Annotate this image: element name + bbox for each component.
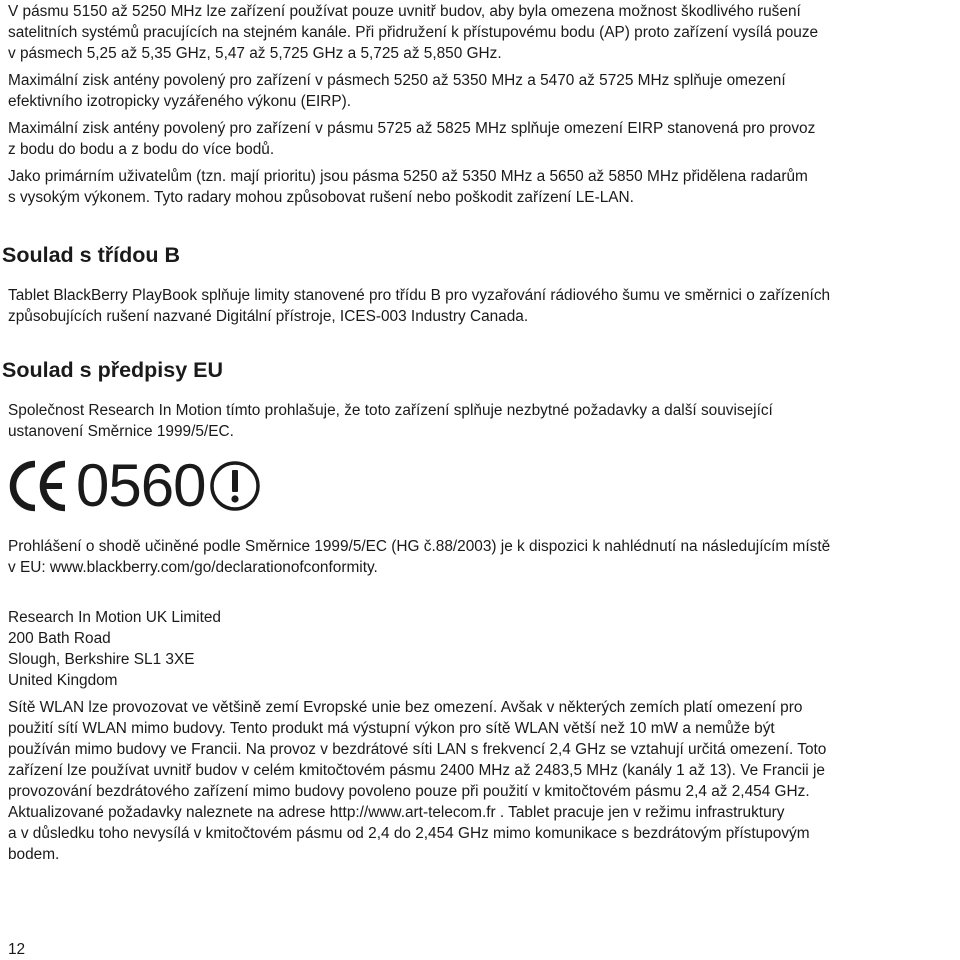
paragraph-eu-declaration: Společnost Research In Motion tímto prohlašuje, že toto zařízení splňuje nezbytné požadavky a další související ustanovení Směrnice 1999/5/EC. xyxy=(8,402,773,440)
alert-class2-icon xyxy=(209,460,261,512)
paragraph-5ghz-indoor: V pásmu 5150 až 5250 MHz lze zařízení používat pouze uvnitř budov, aby byla omezena možnost škodlivého rušení satelitních systémů pracujících na stejném kanále. Při přidružení k přístupovému bodu (AP) proto zařízení vysílá pouze v pásmech 5,25 až 5,35 GHz, 5,47 až 5,725 GHz a 5,725 až 5,850 GHz. xyxy=(8,3,819,62)
paragraph-wlan-restrictions: Sítě WLAN lze provozovat ve většině zemí Evropské unie bez omezení. Avšak v některých zemích platí omezení pro použití sítí WLAN mimo budovy. Tento produkt má výstupní výkon pro sítě WLAN větší než 10 mW a nemůže být používán mimo budovy ve Francii. Na provoz v bezdrátové síti LAN s frekvencí 2,4 GHz se vztahují určitá omezení. Toto zařízení lze používat uvnitř budov v celém kmitočtovém pásmu 2400 MHz až 2483,5 MHz (kanály 1 až 13). Ve Francii je provozování bezdrátového zařízení mimo budovy povoleno pouze při použití v kmitočtovém pásmu 2,4 až 2,454 GHz. Aktualizované požadavky naleznete na adrese http://www.art-telecom.fr . Tablet pracuje jen v režimu infrastruktury a v důsledku toho nevysílá v kmitočtovém pásmu od 2,4 do 2,454 GHz mimo komunikace s bezdrátovým přístupovým bodem. xyxy=(8,699,827,863)
address-city: Slough, Berkshire SL1 3XE xyxy=(8,651,195,668)
paragraph-eirp-5250: Maximální zisk antény povolený pro zařízení v pásmech 5250 až 5350 MHz a 5470 až 5725 MHz splňuje omezení efektivního izotropicky vyzářeného výkonu (EIRP). xyxy=(8,72,786,110)
ce-mark-icon xyxy=(8,458,70,514)
company-address xyxy=(8,607,221,691)
paragraph-class-b: Tablet BlackBerry PlayBook splňuje limity stanovené pro třídu B pro vyzařování rádiového šumu ve směrnici o zařízeních způsobujících rušení nazvané Digitální přístroje, ICES-003 Industry Canada. xyxy=(8,287,831,325)
page-number: 12 xyxy=(8,941,26,958)
address-company: Research In Motion UK Limited xyxy=(8,609,221,626)
paragraph-declaration-link: Prohlášení o shodě učiněné podle Směrnice 1999/5/EC (HG č.88/2003) je k dispozici k nahlédnutí na následujícím místě v EU: www.blackberry.com/go/declarationofconformity. xyxy=(8,538,831,576)
address-street: 200 Bath Road xyxy=(8,630,111,647)
notified-body-number: 0560 xyxy=(76,452,206,519)
paragraph-radar: Jako primárním uživatelům (tzn. mají prioritu) jsou pásma 5250 až 5350 MHz a 5650 až 5850 MHz přidělena radarům s vysokým výkonem. Tyto radary mohou způsobovat rušení nebo poškodit zařízení LE-LAN. xyxy=(8,168,808,206)
heading-class-b: Soulad s třídou B xyxy=(2,243,180,267)
ce-marking xyxy=(8,452,261,519)
heading-eu-compliance: Soulad s předpisy EU xyxy=(2,358,224,382)
address-country: United Kingdom xyxy=(8,672,118,689)
paragraph-eirp-5725: Maximální zisk antény povolený pro zařízení v pásmu 5725 až 5825 MHz splňuje omezení EIRP stanovená pro provoz z bodu do bodu a z bodu do více bodů. xyxy=(8,120,816,158)
